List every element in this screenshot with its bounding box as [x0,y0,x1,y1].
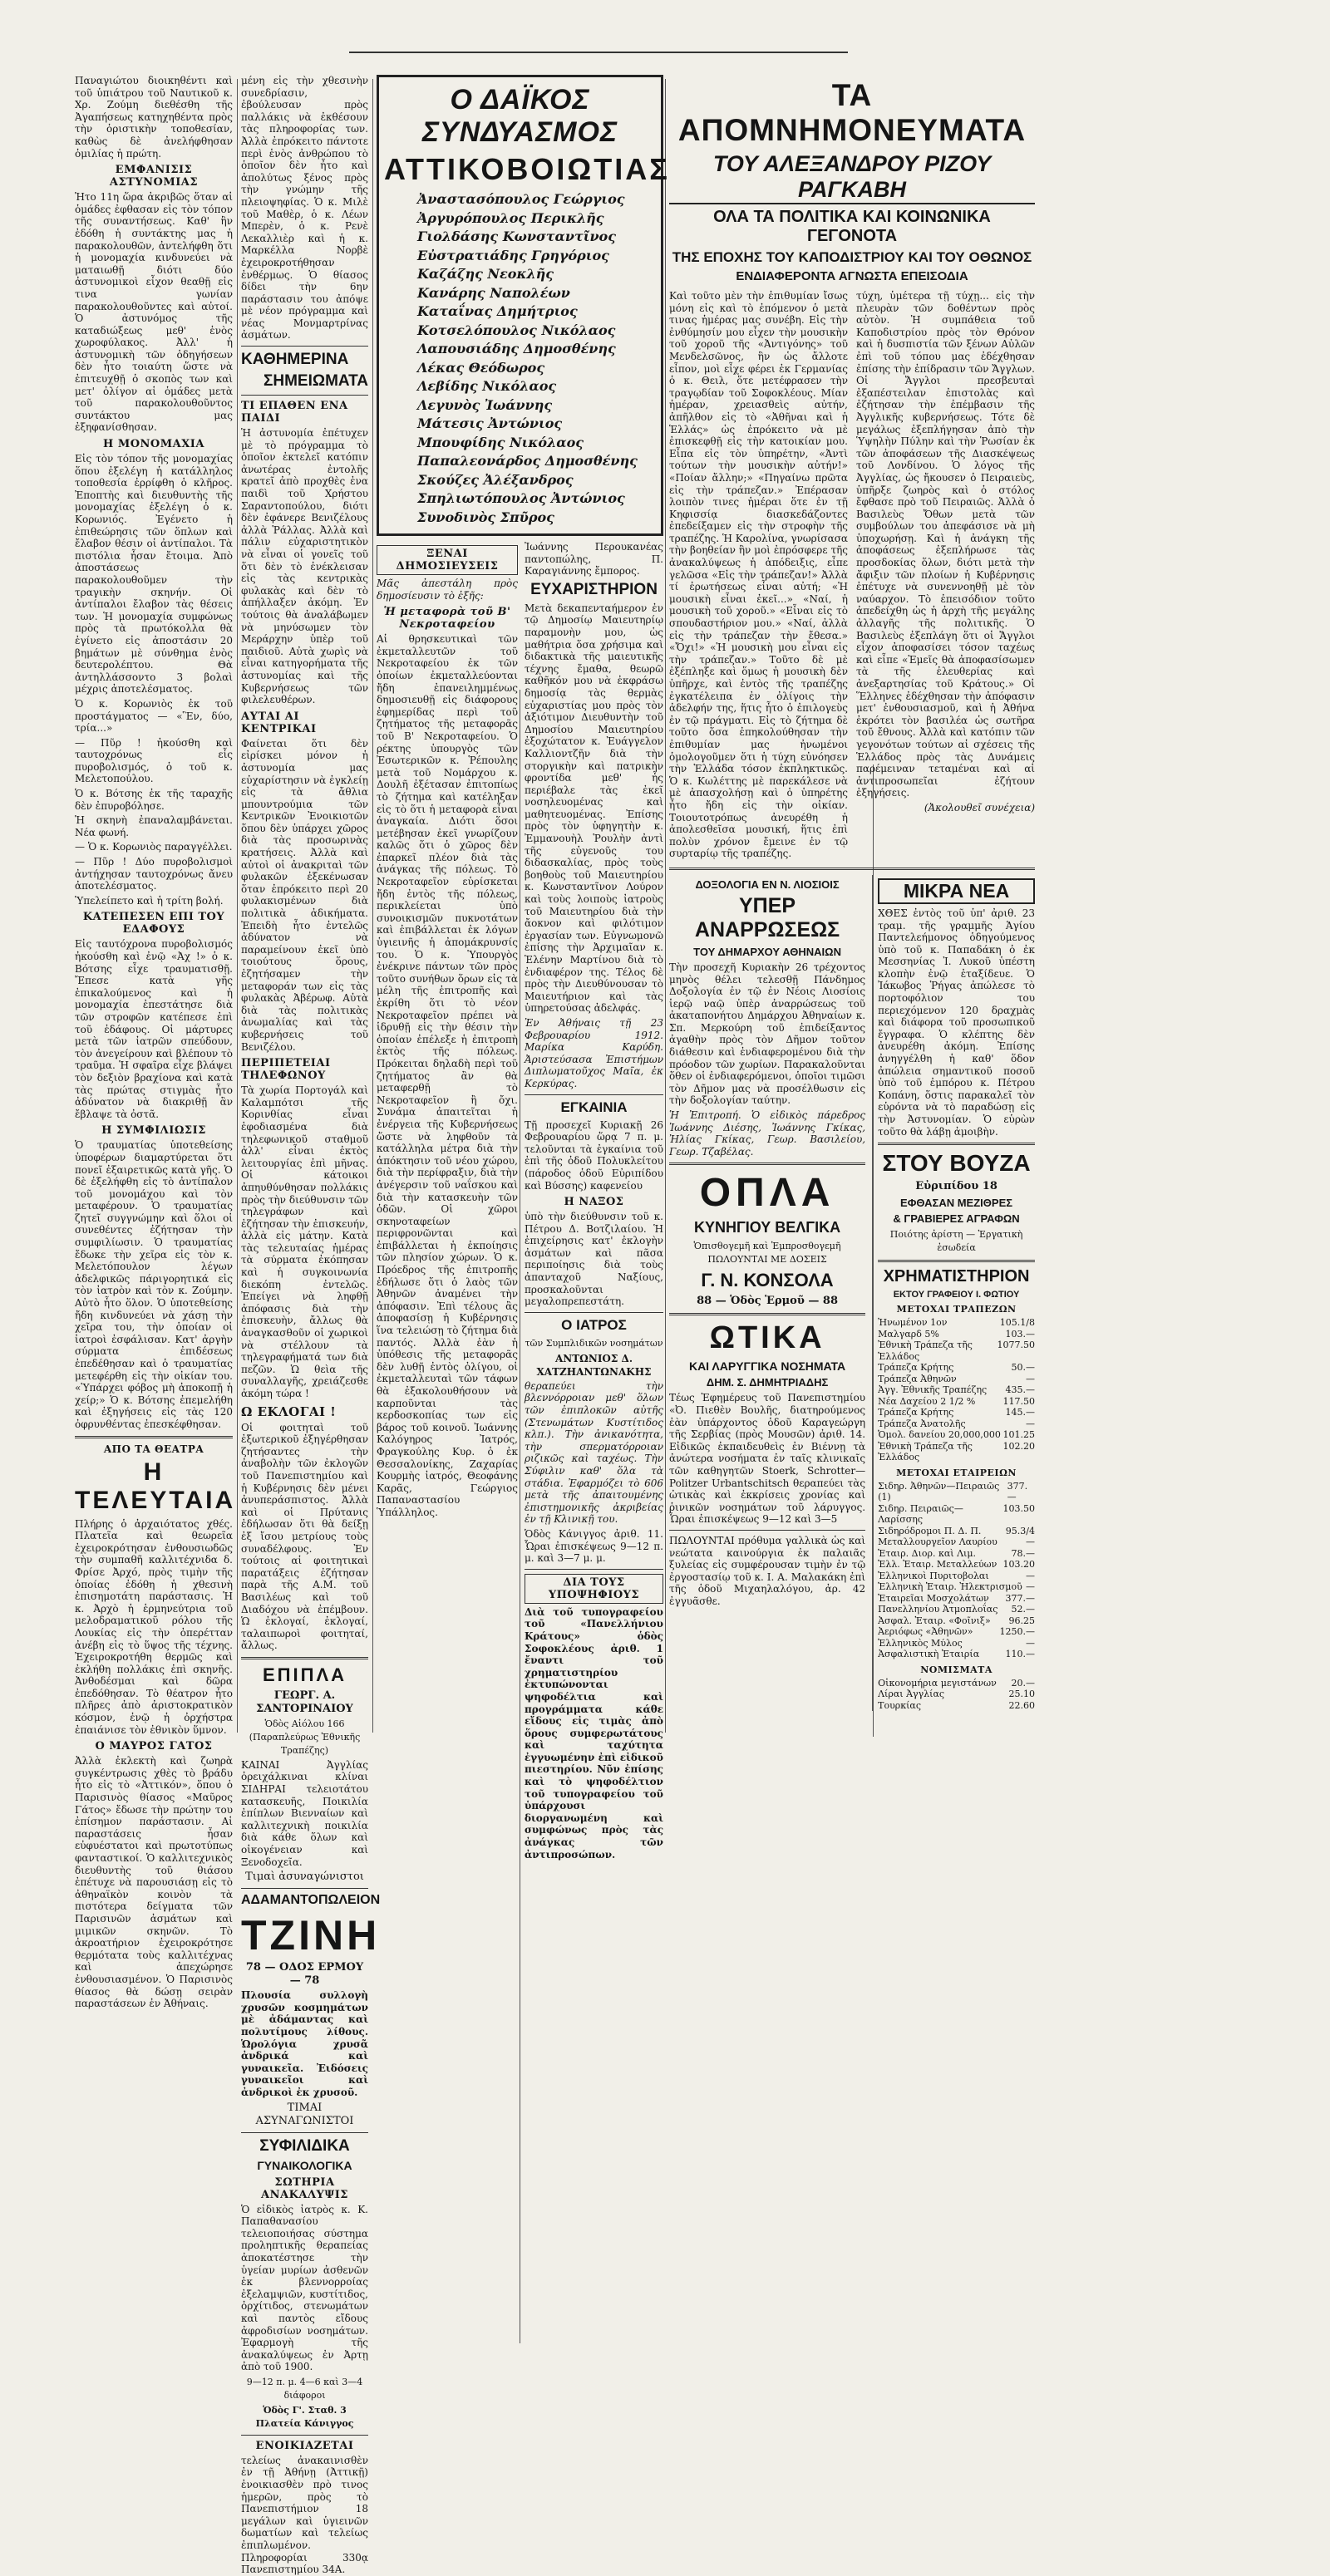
table-cell-value: 117.50 [1002,1395,1035,1407]
divider [75,1436,233,1438]
candidates-subtitle: ΑΤΤΙΚΟΒΟΙΩΤΙΑΣ [384,152,670,186]
sale-text: ΠΩΛΟΥΝΤΑΙ πρόθυμα γαλλικὰ ὡς καὶ νεώτατα καινούργια ἐκ παλαιᾶς ξυλείας εἰς συμφέρουσαν τιμὴν ἐν τῷ ἐργοστασίῳ τοῦ κ. Ι. Α. Μαλακάκη ἐπὶ τῆς ὁδοῦ Μιχαηλαλόγου, ἀρ. 42 ἐγγυᾶσθε. [669,1534,866,1607]
memoirs-subtitle: ΤΟΥ ΑΛΕΞΑΝΔΡΟΥ ΡΙΖΟΥ ΡΑΓΚΑΒΗ [669,151,1035,204]
candidate-name: Κανάρης Ναπολέων [417,284,570,301]
article-text: Ἀλλὰ ἐκλεκτὴ καὶ ζωηρὰ συγκέντρωσις χθὲς τὸ βράδυ ἦτο εἰς τὸ «Ἀττικόν», ὅπου ὁ Παρισινὸς θίασος «Μαῦρος Γάτος» ἔδωσε τὴν πρώτην του ἐπίσημον παράστασιν. Αἱ παραστάσεις ἦσαν εὐφυέστατοι καὶ πρωτοτύπως φανταστικοί. Ὁ καλλιτεχνικὸς διευθυντὴς τοῦ θιάσου ἐπέτυχε νὰ παρουσιάσῃ εἰς τὸ ἀθηναϊκὸν κοινὸν τὰ πιστότερα δείγματα τῶν Παρισινῶν ἀσμάτων καὶ μιμικῶν σκηνῶν. Τὸ ἀκροατήριον ἐχειροκρότησε θερμότατα τοὺς καλλιτέχνας καὶ ἀπεχώρησε ἐνθουσιασμένον. Ὁ Παρισινὸς θίασος θὰ δώσῃ σειρὰν παραστάσεων ἐν Ἀθήναις. [75,1755,233,2010]
section-title: ΚΑΘΗΜΕΡΙΝΑ [241,351,349,369]
table-cell-label: Ἐθνικὴ Τράπεζα τῆς Ἑλλάδος [878,1340,973,1362]
table-row [878,1362,1035,1374]
short-news-text: ΧΘΕΣ ἐντὸς τοῦ ὑπ' ἀριθ. 23 τραμ. τῆς γραμμῆς Ἁγίου Παντελεήμονος ὁδηγούμενος ὑπὸ τοῦ κ. Παπαδάκη ὁ ἐκ Μεσσηνίας Ἰ. Λυκοῦ ὑπέστη κλοπὴν ἐνῷ ἐταξίδευε. Ὁ Ἰάκωβος Ῥήγας ἀπώλεσε τὸ πορτοφόλιον του περιεχόμενον 120 δραχμὰς καὶ διάφορα τοῦ προσωπικοῦ ἔγγραφα. Ὁ κλέπτης δὲν ἀνευρέθη ἀκόμη. Ἐπίσης ἀνηγγέλθη ἡ καθ' ὅδον ἀπώλεια σημαντικοῦ ποσοῦ ὑπὸ τοῦ ἐμπόρου κ. Πέτρου Κοπάνη, ὅστις παρακαλεῖ τὸν εὑρόντα νὰ τὸ παραδώσῃ εἰς τὴν Ἀστυνομίαν. Ὁ εὑρὼν τοῦτο θὰ λάβῃ ἀμοιβὴν. [878,907,1035,1138]
table-row [878,1503,1035,1526]
table-cell-value: 25.10 [1008,1689,1035,1700]
ad-text: ΚΑΙΝΑΙ Ἀγγλίας ὀρειχάλκιναι κλίναι ΣΙΔΗΡΑΙ τελειοτάτου κατασκευῆς, Ποικιλία ἐπίπλων Βιενναίων καὶ καλλιτεχνικὴ ποικιλία διὰ κάθε ὅλων καὶ οἰκογένειαν καὶ Ξενοδοχεῖα. [241,1758,368,1868]
column-1 [75,75,236,2010]
table-cell-label: Ἑλλ. Ἑταιρ. Μεταλλεύων [878,1559,998,1571]
short-news-title: ΜΙΚΡΑ ΝΕΑ [878,878,1035,904]
table-cell-label: Ἠνωμένον 1ον [878,1317,948,1329]
table-cell-value: 103.— [1005,1328,1035,1340]
table-cell-label: Μεταλλουργεῖον Λαυρίου [878,1536,998,1548]
dialogue-line: — Πῦρ ! Δύο πυροβολισμοὶ ἀντήχησαν ταυτοχρόνως ἄνευ ἀποτελέσματος. [75,856,233,892]
table-cell-label: Ὁμολ. δανείου 20,000,000 [878,1429,1001,1441]
table-row [878,1571,1035,1582]
candidate-name: Εὐστρατιάδης Γρηγόριος [417,247,609,263]
table-cell-label: Τράπεζα Ἀθηνῶν [878,1373,957,1384]
article-text: μένη εἰς τὴν χθεσινὴν συνεδρίασιν, ἐβούλευσαν πρὸς παλλάκις νὰ ἐκθέσουν τὰς πληροφορίας των. Ἀλλὰ ἐπρόκειτο πάντοτε περὶ ἑνὸς ἀνθρώπου τὸ ὁποῖον δὲν ἦτο καὶ ἀπολύτως ξένος πρὸς τὴν γνώμην τῆς πλειοψηφίας. Ὁ κ. Μιλὲ τοῦ Μαθὲρ, ὁ κ. Λέων Μπερὲν, ὁ κ. Ρενὲ Λεκαλλιὲρ καὶ ἡ κ. Μαρκέλλα Νορβὲ ἐχειροκροτήθησαν ἐνθέρμως. Ὁ θίασος δίδει τὴν 6ην παράστασιν του ἀπόψε μὲ νέον πρόγραμμα καὶ νέας Μονμαρτρίνας ἀσμάτων. [241,75,368,342]
article-text: Εἰς τὸν τόπον τῆς μονομαχίας ὅπου ἐξελέγη ἡ κατάλληλος τοποθεσία ἐρρίφθη ὁ κλῆρος. Ἐποπτὴς καὶ διευθυντὴς τῆς μονομαχίας ἐξελέγη ὁ κ. Κορωνιός. Ἐγένετο ἡ ἐπιθεώρησις τῶν ὅπλων καὶ ἔλαβον θέσιν οἱ ἀντίπαλοι. Τὰ πιστόλια ἦσαν ἔτοιμα. Ἀπὸ ἀποστάσεως παρακολουθοῦμεν τὴν τραγικὴν σκηνήν. Οἱ ἀντίπαλοι ἔλαβον τὰς θέσεις των. Ἡ μονομαχία συμφώνως πρὸς τὰ πρωτόκολλα θὰ ἐγίνετο εἰς ἀποστάσιν 20 βημάτων μὲ σύνθημα ἑνὸς δευτερολέπτου. Θὰ ἀντηλλάσσοντο 3 βολαὶ μέχρις ἀποτελέσματος. [75,453,233,696]
table-row [878,1441,1035,1463]
masthead-rule [349,52,848,60]
table-cell-label: Σιδηρ. Ἀθηνῶν—Πειραιῶς (1) [878,1480,1000,1503]
table-cell-label: Ἀσφαλ. Ἑταιρ. «Φοῖνιξ» [878,1615,991,1626]
article-headline: Ἡ μεταφορὰ τοῦ Β' Νεκροταφείου [383,606,511,632]
signers: Ἰωάννης Περουκανέας παντοπώλης, Π. Καραγιάννης ἔμπορος. [525,541,663,578]
doctor-subtitle: τῶν Συμπλιδικῶν νοσημάτων [525,1337,663,1349]
exchange-subtitle: ΕΚΤΟΥ ΓΡΑΦΕΙΟΥ Ι. ΦΩΤΙΟΥ [893,1290,1020,1300]
article-text: Πλήρης ὁ ἀρχαιότατος χθές. Πλατεῖα καὶ θεωρεῖα ἐχειροκρότησαν ἐνθουσιωδῶς τὴν συμπαθῆ καλλιτέχνιδα δ. Φρίσε Ἀρχό, πρὸς τιμὴν τῆς ὁποίας ἐδόθη ἡ χθεσινὴ ἐπισημοτάτη παράστασις. Ἡ κ. Ἀρχὸ ἡ ἑρμηνεύτρια τοῦ μελοδραματικοῦ ρόλου τῆς Λουκίας εἰς τὴν ὀπερέτταν ἀνέβη εἰς τὸ ὕψος τῆς τέχνης. Ἐχειροκροτήθη θερμῶς καὶ ἐκλήθη πολλάκις ἐπὶ σκηνῆς. Ἀνθοδέσμαι καὶ δῶρα ἐπεδόθησαν. Τὸ θέατρον ἦτο πλῆρες ἀπὸ ἀριστοκρατικὸν κόσμον, ἐνῷ ἡ ὀρχήστρα ἐπαιάνισε τὸν ἐθνικὸν ὕμνον. [75,1517,233,1736]
table-row [878,1700,1035,1712]
ad-title: ΑΔΑΜΑΝΤΟΠΩΛΕΙΟΝ [241,1893,381,1908]
note-heading: ΑΥΤΑΙ ΑΙ ΚΕΝΤΡΙΚΑΙ [241,710,317,735]
divider [669,1313,865,1315]
table-cell-label: Νέα Δαχείου 2 1/2 % [878,1395,976,1407]
foreign-publications [377,541,518,1863]
doxology-title: ΔΟΞΟΛΟΓΙΑ ΕΝ Ν. ΛΙΟΣΙΟΙΣ [695,878,840,891]
table-row [878,1604,1035,1615]
article-text: Παναγιώτου διοικηθέντι καὶ τοῦ ὑπιάτρου τοῦ Ναυτικοῦ κ. Χρ. Ζούμη διεθέσθη τῆς Ἀγαπήσεως κατηχηθέντα πρὸς τὴν ὁριστικὴν τοποθεσίαν, καθὼς δὲ ἀνελήφθησαν ὁμιλίας ἡ πρώτη. [75,75,233,160]
note-heading: ΤΙ ΕΠΑΘΕΝ ΕΝΑ ΠΑΙΔΙ [241,400,348,425]
table-cell-label: Ἑταιρ. Διορ. καὶ Λιμ. [878,1547,977,1559]
column-divider [237,79,238,1733]
table-cell-label: Ἑταιρεῖαι Μοσχολάτων [878,1592,989,1604]
section-subtitle: ΣΗΜΕΙΩΜΑΤΑ [263,372,368,391]
article-text: ὑπὸ τὴν διεύθυνσιν τοῦ κ. Πέτρου Δ. Βοτζιλαίου. Ἡ ἐπιχείρησις κατ' ἐκλογὴν ἀσμάτων καὶ πᾶσα περιποίησις διὰ τοὺς ἀπανταχοῦ Ναξίους, προσκαλοῦνται μεγαλοπρεπεστάτη. [525,1211,663,1308]
doctor-text: θεραπεύει τὴν βλεννόρροιαν μεθ' ὅλων τῶν ἐπιπλοκῶν αὐτῆς (Στενωμάτων Κυστίτιδος κλπ.). Τὴν ἀνικανότητα, τὴν σπερματόρροιαν ριζικῶς καὶ ταχέως. Τὴν Σύφιλιν καθ' ὅλα τὰ στάδια. Ἐφαρμόζει τὸ 606 μετὰ τῆς ἀπαιτουμένης ἐπιστημονικῆς ἀκριβείας ἐν τῇ Κλινικῇ του. [525,1379,663,1526]
ad-subtitle: ΣΩΤΗΡΙΑ ΑΝΑΚΑΛΥΨΙΣ [261,2175,348,2201]
table-cell-label: Οἰκονομήρια μεγιστάνων [878,1677,997,1689]
guns-subtitle: ΚΥΝΗΓΙΟΥ ΒΕΛΓΙΚΑ [693,1219,841,1236]
ad-prices: ΤΙΜΑΙ ΑΣΥΝΑΓΩΝΙΣΤΟΙ [255,2101,354,2127]
table-row [878,1678,1035,1689]
lower-ads [669,875,1035,1711]
table-cell-value: 101.25 [1002,1429,1035,1441]
note-heading: ΠΕΡΙΠΕΤΕΙΑΙ ΤΗΛΕΦΩΝΟΥ [241,1057,331,1083]
divider [241,395,368,396]
table-cell-label: Ἀεριόφως «Ἀθηνῶν» [878,1626,973,1638]
cafe-name: Η ΝΑΞΟΣ [564,1196,624,1209]
vouza-title: ΣΤΟΥ ΒΟΥΖΑ [882,1150,1031,1177]
column-divider [372,79,373,1733]
vouza-address: Εὐριπίδου 18 [915,1180,998,1193]
ad-address: Ὁδὸς Αἰόλου 166 (Παραπλεύρως Ἐθνικῆς Τραπέζης) [249,1718,361,1756]
memoirs-text: Καὶ τοῦτο μὲν τὴν ἐπιθυμίαν ἴσως μόνη εἰς καὶ τὸ ἐπόμενον ὁ μετὰ τινας ἡμέρας μας συνέβη. Εἰς τὴν ἐνθύμησίν μου εἶχεν τὴν μουσικὴν τοῦ χοροῦ τῆς «Ἀντιγόνης» τοῦ Μενδελσῶνος, ἣν ὡς ἄλλοτε εἶπον, μοὶ εἶχε φέρει ἐκ Γερμανίας ὁ κ. Θειλ, ὅτε μετέφρασεν τὴν τραγῳδίαν τοῦ Σοφοκλέους. Μίαν ἡμέραν, χρειασθεὶς αὐτήν, ἀπῆλθον εἰς τὸ «Ἀθῆναι καὶ ἡ Ἑλλάς» ὡς ἐπρόκειτο νὰ μὲ ἐπισκεφθῇ εἰς τὴν κατοικίαν μου. Εἶπα εἰς τὸν ὑπηρέτην, «Ἀντὶ τούτων τὴν μουσικὴν αὐτήν!» «Ποίαν ἄλλην;» «Πηγαίνω πρῶτα εἰς τὴν τράπεζαν.» Ἐπέρασαν λοιπὸν τινες ἡμέραι ὅτε ἐν τῇ Κηφισσίᾳ διασκεδάζοντες ἐπεδείξαμεν εἰς τὴν στροφὴν τῆς τραπέζης. Ἡ Καρολίνα, γνωρίσασα τὴν βοηθείαν ἣν μοὶ ἐπρόσφερε τῆς ἀνακαλύψεως ἡ ἀπόδειξις, εἶπε γελῶσα «Εἰς τὴν τράπεζαν!» Ἀλλὰ τί ἐρωτήσεως εἶναι αὐτή; «Ἡ μουσικὴ εἶναι ἐκεῖ...» «Ναί, ἡ μουσικὴ τοῦ χοροῦ.» «Εἶναι εἰς τὸ σπουδαστήριον μου.» «Ναί, ἀλλὰ εἰς τὴν τράπεζαν τὴν ἔθεσα.» «Ὄχι!» «Ἡ μουσικὴ μου εἶναι εἰς τὴν τράπεζαν.» Τοῦτο δὲ μὲ ἐξέπληξε καὶ ὅμως ἡ μουσικὴ δὲν ὑπῆρχε, καὶ ἐντὸς τῆς τραπέζης ἐγκατέλειπα ἐν ὀλίγοις τὴν ἀδελφήν της, ἥτις ἦτο ὁ ἐπιλογεὺς ἐν τῷ πράγματι. Εἰς τὸ ζήτημα δὲ τοῦτο ὅσα ἐπηκολούθησαν τὴν ἐπιθυμίαν μας ἠνωμένοι ὁμολογοῦμεν ὅτι ἡ τύχη εὐνόησεν τὴν Ἑλλάδα τόσον ἐκπληκτικῶς. Ὁ κ. Κωλέττης μὲ παρεκάλεσε νὰ μὲ ἀπασχολήσῃ καὶ ὁ ὑπηρέτης ἦτο ἤδη εἰς τὴν οἰκίαν. Τοιουτοτρόπως ἀνευρέθη ἡ ἀπολεσθεῖσα μουσική, ἥτις ἐπὶ πολὺν χρόνον ἔμεινε ἐν τῷ συρταρίῳ τῆς τραπέζης. [669,290,848,860]
doctor-ad [241,2137,368,2431]
table-row [878,1638,1035,1649]
article-text: Εἰς ταυτόχρονα πυροβολισμός ἠκούσθη καὶ ἐνῷ «Ἀχ !» ὁ κ. Βότσης εἶχε τραυματισθῇ. Ἔπεσε κατὰ γῆς ἐπικαλούμενος καὶ ἡ μονομαχία ἐπεστάτησε διὰ τῶν στροφῶν κατέπεσε ἐπὶ τοῦ ἐδάφους. Οἱ μάρτυρες μετὰ τῶν ἰατρῶν σπεύδουν, τὸν ἀνεγείρουν καὶ βλέπουν τὸ τραῦμα. Ἡ σφαῖρα εἶχε βλάψει τὸν δεξιὸν βραχίονα καὶ κατὰ τὰς πρώτας στιγμὰς ἦτο ἀδύνατον νὰ διακριθῇ ἂν ἔβλαψε τὰ ὀστᾶ. [75,938,233,1120]
dialogue-line: — Ὁ κ. Κορωνιὸς παραγγέλλει. [75,841,233,853]
dialogue-line: — Πῦρ ! ἠκούσθη καὶ ταυτοχρόνως εἷς πυροβολισμός, ὁ τοῦ κ. Μελετοπούλου. [75,736,233,785]
table-row [878,1581,1035,1593]
table-cell-label: Μαλγαρδ 5% [878,1328,939,1340]
table-row [878,1649,1035,1660]
ad-address: 78 — ΟΔΟΣ ΕΡΜΟΥ — 78 [245,1961,364,1988]
dialogue-line: Ὑπελείπετο καὶ ἡ τρίτη βολή. [75,894,224,907]
candidate-name: Λεβίδης Νικόλαος [417,378,557,394]
ad-name: ΤΖΙΝΗ [241,1912,381,1959]
article-text: Ὁ τραυματίας ὑποτεθείσης ὑποφέρων διαμαρτύρεται ὅτι πονεῖ ἐξαιρετικῶς κατὰ γῆς. Ὁ δὲ ἐξελήφθη εἰς τὸ ἀντίπαλον τοῦ μονομάχου καὶ τὸν μεταφέρουν. Ὁ τραυματίας ζητεῖ συγγνώμην καὶ ὅλοι οἱ συνεθέντες ἐζήτησαν τὴν συμφιλίωσιν. Ὁ τραυματίας ἔδωκε τὴν χεῖρα εἰς τὸν κ. Μελετόπουλον λέγων ἀδελφικῶς πάριγορητικά εἰς τὸν ἰατρὸν καὶ τὸν κ. Ζούμην. Αὐτὸ ἦτο ὅλον. Ὁ ὑποτεθείσης ἤδη κινδυνεύει νὰ χάσῃ τὴν χεῖρα του, τὴν ὁποίαν οἱ ἰατροὶ ἐσφάλισαν. Κατ' ἀργὴν σύρματα ἐπιδέσεως ἐπεδέθησαν καὶ ὁ τραυματίας μετεφέρθη εἰς τὴν οἰκίαν του. «Ὑπάρχει φόβος μὴ ἀποκοπῇ ἡ χείρ;» Ὁ κ. Βότσης ἐπεμελήθη καὶ ἐξηγήσεις εἰς τὰς 120 ὀφρυνθέντας ἐπεσκέφθησαν. [75,1139,233,1430]
table-cell-value: 95.3/4 [1005,1525,1035,1536]
table-cell-label: Ἑλληνικοὶ Πυριτοβολαι [878,1570,989,1581]
candidate-name: Λέκας Θεόδωρος [417,359,545,376]
table-row [878,1536,1035,1548]
divider [669,1530,865,1531]
column-5 [669,75,1035,1728]
candidate-name: Καζάζης Νεοκλῆς [417,266,554,282]
table-cell-value: — [1026,1373,1035,1384]
article-text: Ἡ ἀστυνομία ἐπέτυχεν μὲ τὸ πρόγραμμα τὸ ὁποῖον ἐκτελεῖ κατόπιν ἀνωτέρας ἐντολῆς κρατεῖ ἀπὸ προχθὲς ἐνα παιδὶ τοῦ Χρήστου Σαραντοπούλου, διότι δὲν ἐφάνερε Βενιζέλους ἀλλὰ Ῥάλλας. Ἀλλὰ καὶ πάλιν εὐχαριστητικὸν νὰ εἶναι οἱ γονεῖς τοῦ ὅτι δὲν τὸ ἐνέκλεισαν εἰς τὰς κεντρικὰς φυλακὰς καὶ δὲν τὸ ἀπήλλαξεν ἀκόμη. Ἐν τούτοις θὰ ἀναλάβωμεν νὰ μηνύσωμεν τὸν Μεράρχην ὑπὲρ τοῦ παιδιοῦ. Αὐτὰ χωρὶς νὰ εἶναι κατηγορήματα τῆς ἀστυνομίας καὶ τῆς Κυβερνήσεως τῶν φιλελευθέρων. [241,427,368,706]
rent-text: τελείως ἀνακαινισθὲν ἐν τῇ Ἀθήνῃ (Ἀττικῇ) ἐνοικιασθὲν πρὸ τινος ἡμερῶν, πρὸς τὸ Πανεπιστήμιον 18 μεγάλων καὶ ὑγιεινῶν δωματίων καὶ τελείως ἐπιπλωμένον. Πληροφορίαι 330ᾳ Πανεπιστημίου 34Α. [241,2454,368,2576]
table-cell-label: Ἀγγ. Ἐθνικῆς Τραπέζης [878,1384,988,1396]
table-cell-value: — [1026,1581,1035,1593]
dialogue-line: Ὁ κ. Κορωνιὸς ἐκ τοῦ προστάγματος — «Ἓν, δύο, τρία...» [75,697,233,735]
table-row [878,1689,1035,1700]
table-cell-label: Σιδηρ. Πειραιῶς—Λαρίσσης [878,1502,963,1526]
memoirs-body [669,290,1035,863]
table-cell-label: Ἑλληνικὸς Μύλος [878,1637,963,1649]
candidate-name: Κοτσελόπουλος Νικόλαος [417,322,616,338]
table-cell-value: 22.60 [1008,1699,1035,1711]
table-cell-value: — [1026,1536,1035,1548]
ad-address: Ὁδὸς Γ'. Σταθ. 3 Πλατεία Κάνιγγος [255,2404,354,2429]
ads-left [669,875,865,1711]
doxology-title: ΤΟΥ ΔΗΜΑΡΧΟΥ ΑΘΗΝΑΙΩΝ [693,945,841,958]
divider [878,1260,1035,1262]
divider [669,868,1035,870]
table-row [878,1384,1035,1396]
doxology-signers: Ἡ Ἐπιτροπή. Ὁ εἰδικὸς πάρεδρος Ἰωάννης Διέσης, Ἰωάννης Γκίκας, Ἠλίας Γκίκας, Γεωρ. Βασιλείου, Γεωρ. Τζαβέλας. [669,1109,866,1158]
continuation-note: (Ἀκολουθεῖ συνέχεια) [924,801,1035,814]
table-cell-value: 103.20 [1002,1559,1035,1571]
article-text: Αἱ θρησκευτικαὶ τῶν ἐκμεταλλευτῶν τοῦ Νεκροταφείου ἐκ τῶν ὁποίων ἐκμεταλλεύονται ἤδη ἐπανειλημμένως δημοσιευθῇ εἰς διάφορους ἐφημερίδας περὶ τοῦ ζητήματος τῆς μεταφορᾶς τοῦ Β' Νεκροταφείου. Ὁ ρέκτης ὑπουργὸς τῶν Ἐσωτερικῶν κ. Ῥέπουλης μετὰ τοῦ Νομάρχου κ. Δουλῆ ἐξέτασαν ἐπιτοπίως τὸ ζήτημα καὶ κατέληξαν εἰς τὸ ὅτι ἡ μεταφορὰ εἶναι ἀναγκαία. Διότι ὅσοι μετέβησαν ἐκεῖ γνωρίζουν καλῶς ὅτι ὁ χῶρος δὲν ἐπαρκεῖ πλέον διὰ τὰς ἀνάγκας τῆς πόλεως. Τὸ Νεκροταφεῖον εὑρίσκεται ἤδη ἐντὸς τῆς πόλεως, περικλείεται ὑπὸ συνοικισμῶν πυκνοτάτων καὶ ἐπιβάλλεται ἐκ λόγων ὑγιεινῆς ἡ ἀπομάκρυνσίς του. Ὁ κ. Ὑπουργὸς ἐνέκρινε πάντων τῶν πρὸς τοῦτο συνήθων ὅρων εἰς τὰ μέλη τῆς ἐπιτροπῆς καὶ ἐκρίθη ὅτι τὸ νέον Νεκροταφεῖον πρέπει νὰ ἱδρυθῇ εἰς τὴν θέσιν τὴν ὁποίαν ἐπέλεξε ἡ ἐπιτροπὴ ἐκτὸς τῆς πόλεως. Πρόκειται δηλαδὴ περὶ τοῦ ζητήματος ἂν θὰ μεταφερθῇ τὸ Νεκροταφεῖον ἢ ὄχι. Συνάμα ἀπαιτεῖται ἡ ἐνέργεια τῆς Κυβερνήσεως ὥστε νὰ ληφθοῦν τὰ κατάλληλα μέτρα διὰ τὴν ἀπόκτησιν τοῦ νέου χώρου, διὰ τὴν περίφραξιν, διὰ τὴν ἀνέγερσιν τοῦ ναΐσκου καὶ διὰ τὴν κατασκευὴν τῶν ὁδῶν. Οἱ χῶροι σκηνοταφείων περιφρονῶνται καὶ ἐπιβάλλεται ἡ ἐκποίησις τῶν πλησίον χώρων. Ὁ κ. Πρόεδρος τῆς ἐπιτροπῆς ἐδήλωσε ὅτι ὁ λαὸς τῶν Ἀθηνῶν ἀναμένει τὴν ἀπόφασιν. Ἐπὶ τέλους ἂς ἀποφασίσῃ ἡ Κυβέρνησις ἵνα τελειώσῃ τὸ ζήτημα διὰ παντός. Ἀλλὰ ἐὰν ἡ ὑπόθεσις τῆς μεταφορᾶς δὲν λυθῇ ἐντὸς ὀλίγου, οἱ ἐκμεταλλευταὶ τῶν τάφων θὰ ἐξακολουθήσουν νὰ καρποῦνται τὰς κερδοσκοπίας των εἰς βάρος τοῦ κοινοῦ. Ἰωάννης Καλόγηρος Ἰατρός, Φραγκούλης Κυρ. ὁ ἐκ Θεσσαλονίκης, Ζαχαρίας Κουρμὴς ἰατρός, Θεοφάνης Καρᾶς, Γεώργιος Παπαναστασίου Ὑπάλληλος. [377,633,518,1518]
table-cell-label: Τουρκίας [878,1699,921,1711]
section-heading: ΕΜΦΑΝΙΣΙΣ ΑΣΤΥΝΟΜΙΑΣ [109,164,199,189]
table-cell-value: 103.50 [1002,1502,1035,1514]
ads-right [872,875,1035,1711]
headline: Η ΤΕΛΕΥΤΑΙΑ [75,1458,236,1514]
candidates-title: Ο ΔΑΪΚΟΣ ΣΥΝΔΥΑΣΜΟΣ [421,84,618,148]
table-cell-value: 78.— [1011,1547,1035,1559]
signature: Ἐν Ἀθήναις τῇ 23 Φεβρουαρίου 1912. Μαρίκα Καρύδη. Ἀριστεύσασα Ἐπιστήμων Διπλωματοῦχος Μαῖα, ἐκ Κερκύρας. [525,1016,663,1089]
divider [525,1569,663,1570]
table-cell-value: 52.— [1011,1604,1035,1615]
table-cell-value: 105.1/8 [999,1317,1035,1329]
article-text: Τὰ χωρία Πορτογάλ καὶ Καλαμπότσι τῆς Κορινθίας εἶναι ἐφοδιασμένα διὰ τηλεφωνικοῦ σταθμοῦ ἀλλ' εἶναι ἐκτὸς λειτουργίας ἐπὶ μῆνας. Οἱ κάτοικοι ἀπηυθύνθησαν πολλάκις πρὸς τὴν διεύθυνσιν τῶν τηλεγράφων καὶ ἐζήτησαν τὴν ἐπισκευήν, ἀλλὰ εἰς μάτην. Κατὰ τὰς τελευταίας ἡμέρας τὰ σύρματα ἐκόπησαν καὶ ἡ συγκοινωνία διεκόπη ἐντελῶς. Ἐπείγει νὰ ληφθῇ ἀπόφασις διὰ τὴν ἐπισκευὴν, ἄλλως θὰ ἀναγκασθοῦν οἱ χωρικοὶ νὰ στέλλουν τὰ τηλεγραφήματά των διὰ πεζῶν. Ὡ θεὶα τῆς συναλλαγῆς, χρειάζεσθε ἀκόμη τώρα ! [241,1084,368,1399]
table-cell-value: 110.— [1005,1649,1035,1660]
ad-text: Ὁ εἰδικὸς ἰατρὸς κ. Κ. Παπαθανασίου τελειοποιήσας σύστημα προληπτικῆς θεραπείας ἀποκατέστησε τὴν ὑγείαν μυρίων ἀσθενῶν ἐκ βλεννορροίας ἐξελαμψιῶν, κυστίτιδος, ὀρχίτιδος, στενωμάτων καὶ παντὸς εἴδους ἀφροδισίων νοσημάτων. Ἐφαρμογὴ τῆς ἀνακαλύψεως ἐν Ἀρτῃ ἀπὸ τοῦ 1900. [241,2203,368,2373]
table-cell-value: 102.20 [1002,1440,1035,1452]
divider [241,2435,368,2436]
memoirs-header [669,78,1035,290]
ent-text: Τέως Ἐφημέρευς τοῦ Πανεπιστημίου «Ὀ. Πιεθὲν Βουλῆς, διατηρούμενος ἐὰν ὑπάρχοντος ὁδοῦ Καραγεώργη τῆς Σερβίας (πρὸς Μουσῶν) ἀριθ. 14. Εἰδικῶς ἐκπαιδευθεὶς ἐν Βιέννῃ τὰ ἀνώτερα νοσήματα ἐν ταῖς κλινικαῖς τῶν καθηγητῶν Stoerk, Schrotter—Politzer Urbantschitsch θεραπεύει τὰς ὠτικὰς καὶ ἐκκρίσεις χρονίας καὶ ῥινικῶν νοσημάτων τοῦ λάρυγγος. Ὧραι ἐπισκέψεως 9—12 καὶ 3—5 [669,1392,866,1526]
ad-subtitle: ΓΥΝΑΙΚΟΛΟΓΙΚΑ [257,2158,352,2172]
jeweler-ad [241,1893,381,2127]
section-heading: ΚΑΤΕΠΕΣΕΝ ΕΠΙ ΤΟΥ ΕΔΑΦΟΥΣ [82,911,225,937]
inauguration-title: ΕΓΚΑΙΝΙΑ [560,1099,628,1115]
article-text: Οἱ φοιτηταὶ τοῦ ἐξωτερικοῦ ἐξηγέρθησαν ζητήσαντες τὴν ἀναβολὴν τῶν ἐκλογῶν τοῦ Πανεπιστημίου καὶ ἡ Κυβέρνησις δὲν μένει ἀνυπεράσπιστος. Ἀλλὰ καὶ οἱ Πρύτανις ἐδήλωσαν ὅτι θὰ δείξῃ ἐξ ἴσου μετρίους τοὺς συναδέλφους. Ἐν τούτοις αἱ φοιτητικαὶ παρατάξεις ἐζήτησαν παρὰ τῆς Α.Μ. τοῦ Βασιλέως καὶ τοῦ Διαδόχου νὰ ἐπέμβουν. Ὡ ἐκλογαί, ἐκλογαί, ταλαιπωροὶ φοιτηταί, ἄλλως. [241,1421,368,1652]
article-text: Μετὰ δεκαπενταήμερον ἐν τῷ Δημοσίῳ Μαιευτηρίῳ παραμονὴν μου, ὡς μαθήτρια ὅσα χρήσιμα καὶ διδακτικὰ τῆς μαιευτικῆς τέχνης ἔμαθα, θεωρῶ καθῆκόν μου νὰ ἐκφράσω δημοσίᾳ τὰς θερμὰς εὐχαριστίας μου πρὸς τὸν ἀξιότιμον Διευθυντὴν τοῦ Δημοσίου Μαιευτηρίου ἐξοχώτατον κ. Ἐυάγγελον Καλλιοντζῆν διὰ τὴν στοργικὴν καὶ πατρικὴν φροντίδα μεθ' ἧς περιέβαλε τὰς ἐκεῖ νοσηλευομένας καὶ μαθητευομένας. Ἐπίσης πρὸς τὸν ὑφηγητὴν κ. Ἐμμανουὴλ Ῥουλὴν ἀντὶ τῆς εὐγενοῦς του διδασκαλίας, πρὸς τοὺς βοηθοὺς τοῦ Μαιευτηρίου κ. Κωνσταντῖνον Λούρον καὶ τοὺς λοιποὺς ἰατροὺς τοῦ Μαιευτηρίου διὰ τὴν ἄοκνον καὶ φιλότιμον ἐργασίαν των. Εὐγνωμονῶ ἐπίσης τὴν Ἀρχιμαῖαν κ. Ἑλένην Μαρτίνου διὰ τὸ ἐνδιαφέρον της. Τέλος δὲ πρὸς τὴν Διευθύνουσαν τὸ Μαιευτήριον καὶ τὰς ὑπηρετούσας ἀδελφάς. [525,602,663,1015]
candidate-name: Λαπουσιάδης Δημοσθένης [417,341,616,356]
table-row [878,1526,1035,1537]
guns-address: 88 — Ὁδὸς Ἑρμοῦ — 88 [697,1295,838,1308]
memoirs-text: τύχη, ὑμέτερα τῇ τύχῃ... εἰς τὴν πλευρὰν τῶν δοθέντων πρὸς αὐτὸν. Ἡ συμπάθεια τοῦ Καποδιστρίου πρὸς τὸν Θρόνον καὶ ἡ δυσπιστία τῶν ξένων Αὐλῶν ἐπὶ τοῦ τόπου μας ἐδέχθησαν ἐπίσης τὴν ἐπίδρασιν τῶν Ἄγγλων. Οἱ Ἄγγλοι πρεσβευταὶ ἐξαπέστειλαν ἐπιστολὰς καὶ ἐζήτησαν τὴν ἐπέμβασιν τῆς Ἀγγλικῆς κυβερνήσεως. Τότε δὲ μεγάλως ἐξεπλήγησαν ἀπὸ τὴν Ὑψηλὴν Πύλην καὶ τὴν Ῥωσίαν ἐκ τῶν ἀποφάσεων τῆς Διασκέψεως τοῦ Λονδίνου. Ὁ λόγος τῆς Ἀγγλίας, ὡς ἤκουσεν ὁ Πειραιεὺς, ὑπῆρξε ζωηρὸς καὶ ὁ στόλος ἔφθασε πρὸ τοῦ Πειραιῶς. Ἀλλὰ ὁ Βασιλεὺς Ὄθων μετὰ τῶν συμβούλων του ἀπεφάσισε νὰ μὴ ὑποχωρήσῃ. Καὶ ἡ ἀνάγκη τῆς ἀποφάσεως ἐξεπλήρωσε τὰς προσδοκίας ὅλων, διότι μετὰ τὴν ἄφιξιν τῶν πλοίων ἡ Κυβέρνησις ἐπέτυχε νὰ συνεννοηθῇ μὲ τὸν ναύαρχον. Τὸ ἐπεισόδιον τοῦτο ἀπεδείχθη ὡς ἡ ἀρχὴ τῆς μεγάλης ἀλλαγῆς τῆς πολιτικῆς. Ὁ Βασιλεὺς ἐξεπλάγη ὅτι οἱ Ἄγγλοι εἶχον ἀποφασίσει τόσον ταχέως καὶ εἶπε «Ἐμεῖς θὰ ἀποφασίσωμεν τὰ τῆς ἐλευθερίας καὶ ἀνεξαρτησίας τοῦ Κράτους.» Οἱ Ἕλληνες ἐδέχθησαν τὴν ἀπόφασιν μετ' ἐνθουσιασμοῦ, καὶ ἡ Ἀθήνα ἐκρότει τὸν βασιλέα ὡς σωτῆρα τοῦ ἔθνους. Ἀλλὰ καὶ κατόπιν τῶν γεγονότων τούτων αἱ σχέσεις τῆς Ἑλλάδος πρὸς τὰς Δυνάμεις παρέμειναν τεταμέναι καὶ αἱ ἀντιπροσωπεῖαι ἐζήτουν ἐξηγήσεις. [856,290,1035,799]
column-divider [665,79,666,1733]
table-cell-value: 50.— [1011,1362,1035,1374]
doctor-title: Ο ΙΑΤΡΟΣ [561,1316,627,1333]
ent-title: ΩΤΙΚΑ [709,1320,825,1356]
column-2 [241,75,381,2576]
ent-doctor: ΔΗΜ. Σ. ΔΗΜΗΤΡΙΑΔΗΣ [706,1376,829,1389]
candidate-name: Λεγυνὸς Ἰωάννης [417,396,553,413]
guns-shop: Γ. Ν. ΚΟΝΣΟΛΑ [701,1270,834,1291]
table-cell-label: Λίραι Ἀγγλίας [878,1689,945,1700]
table-heading: ΝΟΜΙΣΜΑΤΑ [920,1664,993,1675]
table-row [878,1593,1035,1605]
ad-title: ΣΥΦΙΛΙΔΙΚΑ [259,2136,350,2155]
section-heading: Ο ΜΑΥΡΟΣ ΓΑΤΟΣ [95,1740,213,1753]
table-row [878,1407,1035,1418]
doctor-name: ΑΝΤΩΝΙΟΣ Δ. ΧΑΤΖΗΑΝΤΩΝΑΚΗΣ [536,1352,652,1378]
furniture-ad [241,1664,368,1884]
dialogue-line: Ὁ κ. Βότσης ἐκ τῆς ταραχῆς δὲν ἐπυροβόλησε. [75,788,233,812]
table-row [878,1340,1035,1362]
table-heading: ΜΕΤΟΧΑΙ ΤΡΑΠΕΖΩΝ [896,1304,1017,1315]
table-cell-value: — [1026,1418,1035,1429]
memoirs-tagline: ΕΝΔΙΑΦΕΡΟΝΤΑ ΑΓΝΩΣΤΑ ΕΠΕΙΣΟΔΙΑ [736,269,968,283]
candidate-name: Σπηλιωτόπουλος Ἀντώνιος [417,490,625,506]
column-4 [525,541,663,1863]
company-shares-table [878,1481,1035,1660]
table-cell-value: 435.— [1005,1384,1035,1396]
table-heading: ΜΕΤΟΧΑΙ ΕΤΑΙΡΕΙΩΝ [896,1467,1017,1478]
table-cell-label: Τράπεζα Κρήτης [878,1362,954,1374]
exchange-title: ΧΡΗΜΑΤΙΣΤΗΡΙΟΝ [883,1267,1030,1286]
dialogue-line: Ἡ σκηνὴ ἐπαναλαμβάνεται. Νέα φωνή. [75,814,233,838]
thanks-title: ΕΥΧΑΡΙΣΤΗΡΙΟΝ [530,580,658,598]
memoirs-title: ΤΑ ΑΠΟΜΝΗΜΟΝΕΥΜΑΤΑ [677,78,1027,147]
doxology-title: ΥΠΕΡ ΑΝΑΡΡΩΣΕΩΣ [694,893,840,941]
table-row [878,1429,1035,1441]
divider [878,1143,1035,1145]
table-cell-value: 1250.— [999,1626,1035,1638]
column-3 [377,75,670,1861]
table-cell-label: Ἀσφαλιστικὴ Ἑταιρία [878,1649,980,1660]
memoirs-tagline: ΤΗΣ ΕΠΟΧΗΣ ΤΟΥ ΚΑΠΟΔΙΣΤΡΙΟΥ ΚΑΙ ΤΟΥ ΟΘΩΝΟΣ [672,249,1032,265]
divider [525,1312,663,1313]
candidate-name: Ἀναστασόπουλος Γεώργιος [417,191,625,207]
section-heading: ΞΕΝΑΙ ΔΗΜΟΣΙΕΥΣΕΙΣ [377,545,518,575]
candidates-box [377,75,670,536]
ad-text: Πλουσία συλλογὴ χρυσῶν κοσμημάτων μὲ ἀδάμαντας καὶ πολυτίμους λίθους. Ὡρολόγια χρυσᾶ ἀνδρικά καὶ γυναικεῖα. Ἐιδόσεις γυναικεῖοι καὶ ἀνδρικοὶ ἐκ χρυσοῦ. [241,1989,368,2098]
divider [241,1888,368,1889]
candidate-name: Σκούζες Ἀλέξανδρος [417,471,574,488]
rent-heading: ΕΝΟΙΚΙΑΖΕΤΑΙ [255,2439,354,2452]
table-row [878,1374,1035,1385]
ad-prices: Τιμαὶ ἀσυναγώνιστοι [245,1871,364,1884]
table-cell-value: 145.— [1005,1407,1035,1418]
candidate-name: Γιολδάσης Κωνσταντῖνος [417,229,616,244]
memoirs-tagline: ΟΛΑ ΤΑ ΠΟΛΙΤΙΚΑ ΚΑΙ ΚΟΙΝΩΝΙΚΑ ΓΕΓΟΝΟΤΑ [713,208,991,245]
vouza-text: Ποιότης ἀρίστη — Ἐργατικὴ ἐσωδεία [889,1229,1023,1254]
guns-title: ΟΠΛΑ [699,1171,835,1216]
table-cell-value: 377.— [1007,1480,1028,1503]
table-cell-value: 96.25 [1008,1615,1035,1626]
divider [241,2132,368,2133]
table-row [878,1329,1035,1340]
vouza-text: ΕΦΘΑΣΑΝ ΜΕΖΙΘΡΕΣ [900,1197,1013,1210]
guns-text: Ὁπισθογεμῆ καὶ Ἐμπροσθογεμῆ ΠΩΛΟΥΝΤΑΙ ΜΕ ΔΟΣΕΙΣ [693,1241,841,1266]
candidates-list [384,190,656,527]
table-cell-value: 20.— [1011,1677,1035,1689]
table-row [878,1559,1035,1571]
section-label: ΑΠΟ ΤΑ ΘΕΑΤΡΑ [103,1443,204,1455]
divider [241,1657,368,1659]
candidate-name: Καταΐνας Δημήτριος [417,303,578,319]
ad-name: ΓΕΩΡΓ. Α. ΣΑΝΤΟΡΙΝΑΙΟΥ [256,1689,353,1715]
table-row [878,1626,1035,1638]
lower-row [377,541,663,1863]
article-intro: Μᾶς ἀπεστάλη πρὸς δημοσίευσιν τὸ ἑξῆς: [377,578,518,602]
note-heading: Ω ΕΚΛΟΓΑΙ ! [241,1404,337,1419]
ent-subtitle: ΚΑΙ ΛΑΡΥΓΓΙΚΑ ΝΟΣΗΜΑΤΑ [688,1359,846,1374]
table-cell-value: — [1026,1570,1035,1581]
currency-table [878,1678,1035,1712]
candidate-name: Συνοδινὸς Σπῦρος [417,509,554,525]
divider [669,1163,865,1165]
table-cell-label: Ἐθνικὴ Τράπεζα τῆς Ἑλλάδος [878,1440,973,1463]
memoirs-text-right [856,290,1035,863]
doxology-text: Τὴν προσεχῆ Κυριακὴν 26 τρέχοντος μηνὸς θέλει τελεσθῇ Πάνδημος Δοξολογία ἐν τῷ ἐν Νέοις Λιοσίοις ἱερῷ ναῷ ὑπὲρ ἀναρρώσεως τοῦ ἀκαταπονήτου Δημάρχου Ἀθηναίων κ. Σπ. Μερκούρη τοῦ ἐπιδείξαντος ἀγαθὴν πρὸς τὸν Δῆμον τοῦτον διάθεσιν καὶ ἐνδιαφερομένου διὰ τὴν πρόοδον τῶν χωρίων. Παρακαλοῦνται ὅθεν οἱ ἐνδιαφερόμενοι, ὁποῖοι τιμῶσι τὸν Δῆμον μας νὰ προσέλθωσιν εἰς τὴν δοξολογίαν ταύτην. [669,961,866,1107]
table-cell-label: Ἑλληνικὴ Ἑταιρ. Ἠλεκτρισμοῦ [878,1581,1022,1593]
table-row [878,1481,1035,1503]
section-heading: Η ΜΟΝΟΜΑΧΙΑ [103,438,204,451]
table-row [878,1396,1035,1408]
candidates-notice-text: Διὰ τοῦ τυπογραφείου τοῦ «Πανελλήνιου Κράτους» ὁδὸς Σοφοκλέους ἀριθ. 1 ἔναντι τοῦ χρηματιστηρίου ἐκτυπώνονται ψηφοδέλτια καὶ προγράμματα κάθε εἴδους εἰς τιμὰς ἀπὸ ὅρους συμφερωτάτους καὶ ταχύτητα ἐγγυωμένην ἐπὶ εἰδικοῦ πιεστηρίου. Νῦν ἐπίσης καὶ τὸ ψηφοδέλτιον τοῦ τυπογραφείου τοῦ ὑπάρχουσι διοργανωμένη καὶ συμφώνως πρὸς τὰς ἀνάγκας τῶν ἀντιπροσώπων. [525,1605,663,1861]
candidate-name: Μπουφίδης Νικόλαος [417,434,584,450]
candidate-name: Ἀργυρόπουλος Περικλῆς [417,209,604,226]
section-heading: Η ΣΥΜΦΙΛΙΩΣΙΣ [101,1124,206,1138]
candidates-notice-title: ΔΙΑ ΤΟΥΣ ΥΠΟΨΗΦΙΟΥΣ [525,1574,663,1604]
doctor-address: Ὁδὸς Κάνιγγος ἀριθ. 11. Ὧραι ἐπισκέψεως 9—12 π. μ. καὶ 3—7 μ. μ. [525,1527,663,1565]
table-row [878,1615,1035,1627]
table-cell-label: Πανελληνίου Ἀτμοπλοΐας [878,1604,998,1615]
table-cell-value: 1077.50 [997,1340,1035,1351]
table-cell-value: 377.— [1005,1592,1035,1604]
divider [241,346,368,347]
table-row [878,1548,1035,1560]
table-cell-label: Σιδηρόδρομοι Π. Δ. Π. [878,1525,982,1536]
ad-title: ΕΠΙΠΛΑ [262,1664,347,1685]
table-cell-label: Τράπεζα Κρήτης [878,1407,954,1418]
vouza-text: & ΓΡΑΒΙΕΡΕΣ ΑΓΡΑΦΩΝ [893,1212,1020,1226]
table-cell-value: — [1026,1637,1035,1649]
bank-shares-table [878,1317,1035,1463]
ad-hours: 9—12 π. μ. 4—6 καὶ 3—4 διάφοροι [246,2376,363,2401]
divider [525,1094,663,1095]
article-text: Ἡτο 11η ὥρα ἀκριβῶς ὅταν αἱ ὁμάδες ἐφθασαν εἰς τὸν τόπον τῆς συναντήσεως. Καθ' ἣν ἐδόθη ἡ συντάκτης μας ἡ παρακολουθῶν, ἀντελήφθη ὅτι ἡ μονομαχία κινδυνεύει νὰ ματαιωθῇ διότι δύο ἀστυνομικοὶ εἶχον θεαθῇ εἰς τινα γωνίαν παρακολουθοῦντες καὶ αὐτοί. Ὁ ἀστυνόμος τῆς καταδιώξεως μεθ' ἑνὸς χωροφύλακος. Ἀλλ' ἡ ἀστυνομικὴ τῶν ὁδηγήσεων δὲν ἦτο τοιαύτη ὥστε νὰ ἐπιτευχθῇ ὁ σκοπὸς των καὶ μετ' ὀλίγον αἱ ὁμάδες μετὰ τοῦ παρακολουθοῦντος συντάκτου μας ἐξηφανίσθησαν. [75,191,233,434]
table-row [878,1317,1035,1329]
table-row [878,1418,1035,1430]
table-cell-label: Τράπεζα Ἀνατολῆς [878,1418,966,1429]
candidate-name: Παπαλεονάρδος Δημοσθένης [417,453,638,469]
article-text: Φαίνεται ὅτι δὲν εἰρίσκει μόνον ἡ ἀστυνομία μας εὐχαρίστησιν νὰ ἐγκλείῃ εἰς τὰ ἄθλια μπουντρούμια τῶν Κεντρικῶν Ἐνοικιοτῶν ὅπου δὲν ὑπάρχει χῶρος διὰ τὰς προσωρινὰς κρατήσεις. Ἀλλὰ καὶ αὐτοὶ οἱ ἀνακριταὶ τῶν φυλακῶν ἐξεκένωσαν ὅταν ἐπρόκειτο περὶ 20 φυλακισμένων διὰ πολιτικὰ ἀδικήματα. Ἐπειδὴ ἦτο ἐντελῶς ἀδύνατον νὰ παραμείνουν ἐκεῖ ὑπὸ τοιούτους ὅρους, ἐζητήσαμεν τὴν μεταφοράν των εἰς τὰς φυλακὰς Ἀβέρωφ. Αὐτὰ διὰ τὰς πολιτικὰς ἀνωμαλίας καὶ τὰς κυβερνήσεις τοῦ Βενιζέλου. [241,737,368,1053]
article-text: Τῇ προσεχεῖ Κυριακῇ 26 Φεβρουαρίου ὥρᾳ 7 π. μ. τελοῦνται τὰ ἐγκαίνια τοῦ ἐπὶ τῆς ὁδοῦ Πολυκλείτου (πάροδος ὁδοῦ Εὐριπίδου καὶ Βύσσης) καφενείου [525,1118,663,1192]
candidate-name: Μάτεσις Ἀντώνιος [417,415,563,431]
